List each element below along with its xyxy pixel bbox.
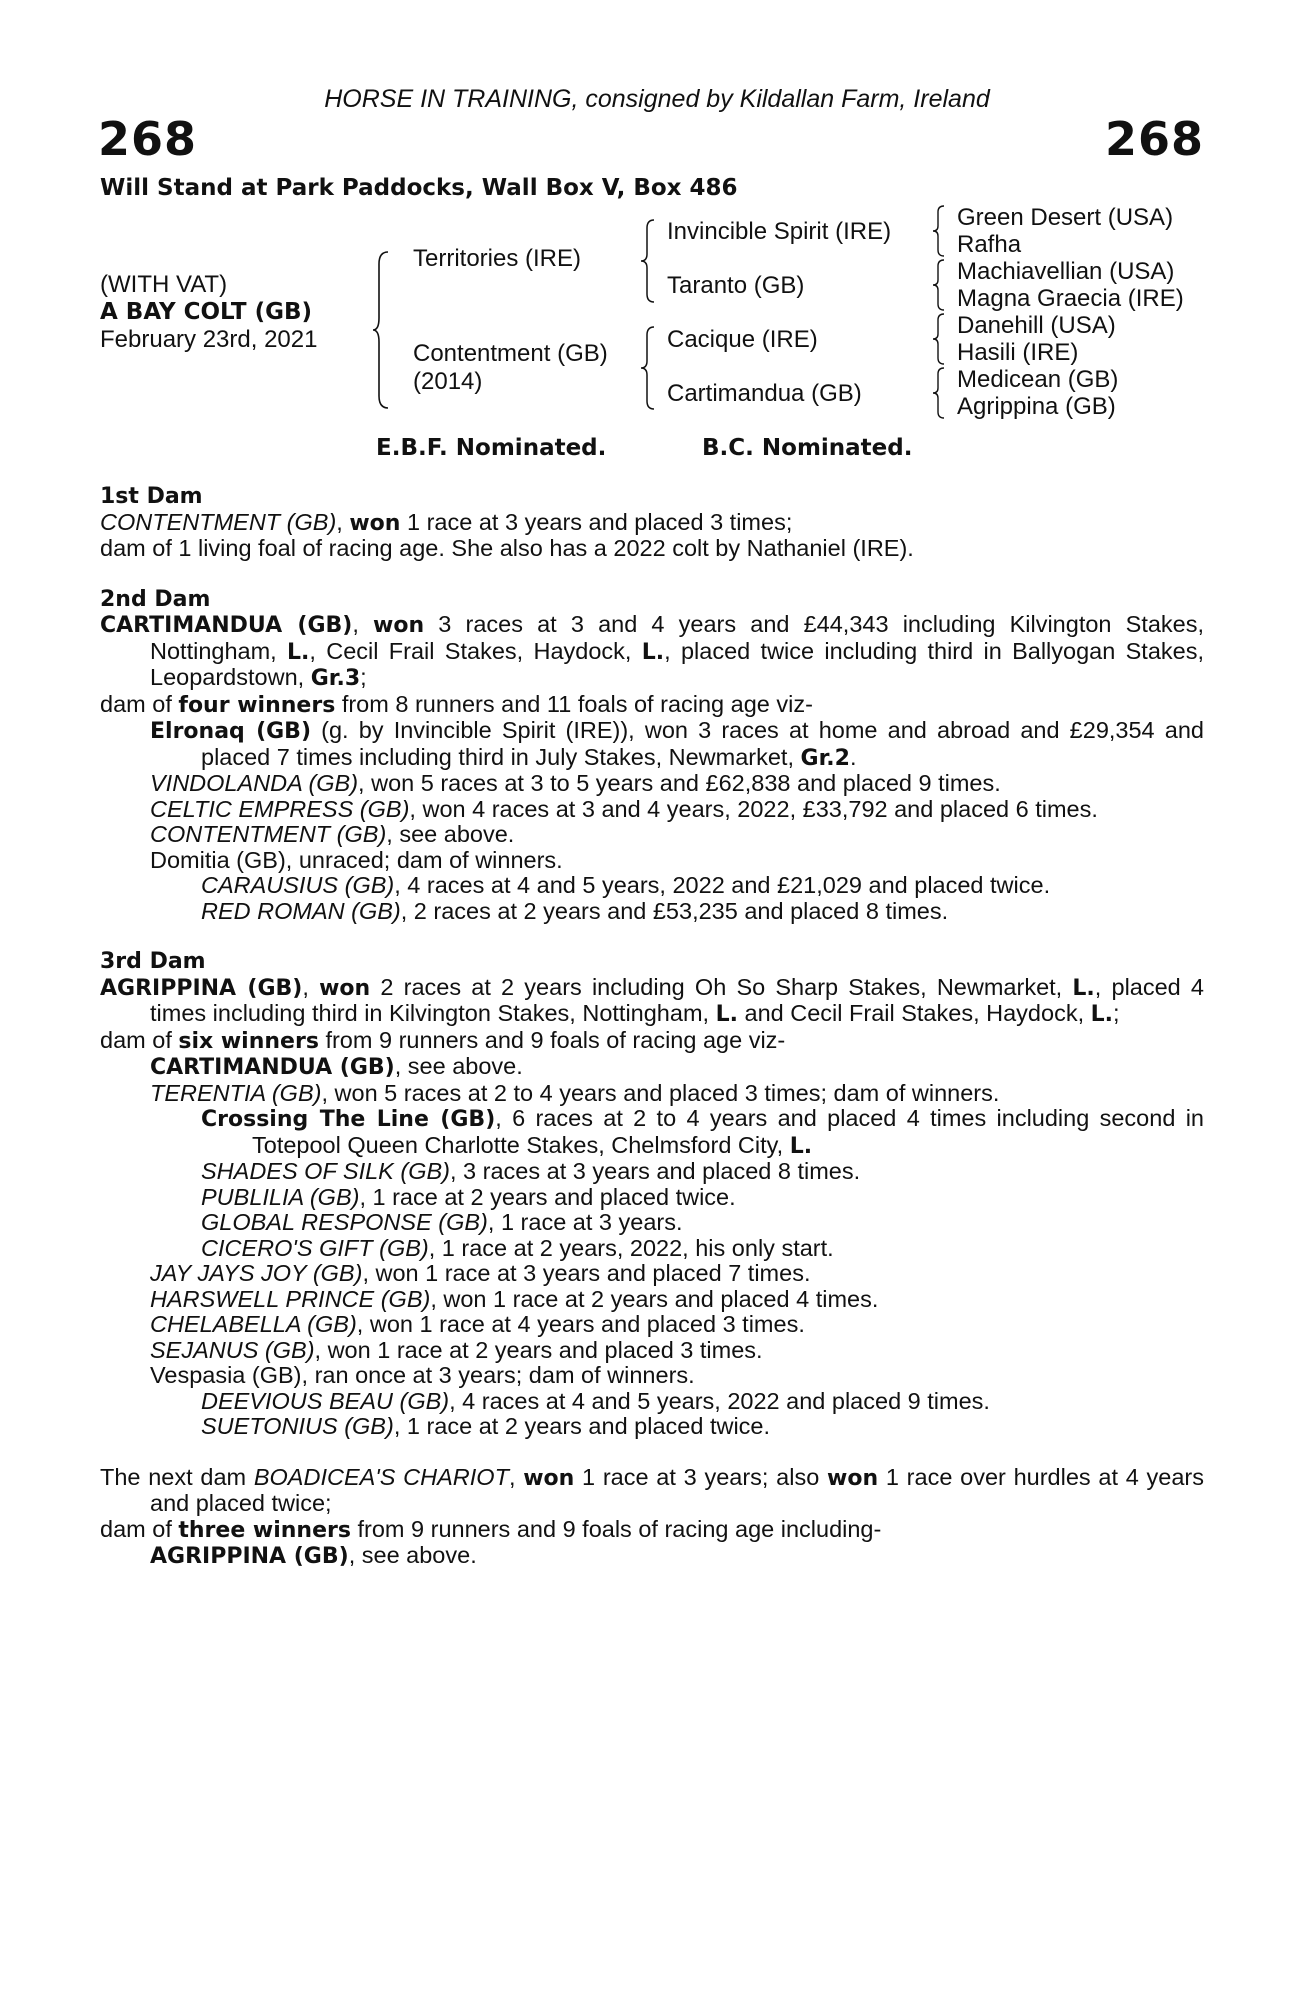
foaling-date: February 23rd, 2021 bbox=[100, 326, 318, 353]
horse-name: A BAY COLT (GB) bbox=[100, 299, 313, 325]
produce-entry bbox=[100, 822, 1204, 848]
horse-name: JAY JAYS JOY (GB) bbox=[150, 1260, 363, 1286]
produce-entry bbox=[100, 1106, 1204, 1159]
horse-name: RED ROMAN (GB) bbox=[201, 897, 401, 924]
record-text: , won 1 race at 4 years and placed 3 times. bbox=[356, 1311, 805, 1337]
won-label: won bbox=[349, 510, 401, 536]
lot-number-left: 268 bbox=[98, 112, 198, 166]
pedigree-brace-g3 bbox=[932, 312, 948, 366]
pedigree-dam-dam: Cartimandua (GB) bbox=[667, 380, 862, 407]
first-dam-record: CONTENTMENT (GB), won 1 race at 3 years and placed 3 times; bbox=[100, 508, 793, 536]
produce-entry bbox=[100, 1338, 1204, 1364]
record-text: 1 race at 3 years; also bbox=[574, 1463, 828, 1490]
record-text: , won 5 races at 2 to 4 years and placed 3 times; dam of winners. bbox=[321, 1079, 1000, 1106]
pedigree-sire-sire: Invincible Spirit (IRE) bbox=[667, 218, 892, 245]
record-text: , 1 race at 2 years and placed twice. bbox=[393, 1413, 771, 1439]
horse-name: Elronaq (GB) bbox=[150, 719, 312, 744]
second-dam-produce bbox=[100, 692, 1204, 719]
horse-name: VINDOLANDA (GB) bbox=[150, 770, 359, 796]
record-text: , won 1 race at 3 years and placed 7 times. bbox=[362, 1260, 811, 1286]
record-text: , won 5 races at 3 to 5 years and £62,838 and placed 9 times. bbox=[358, 770, 1001, 796]
pedigree-brace-sire bbox=[640, 218, 658, 304]
pedigree-g3-1: Green Desert (USA) bbox=[957, 204, 1174, 231]
produce-entry bbox=[100, 1185, 1204, 1211]
record-text: , see above. bbox=[348, 1542, 477, 1568]
produce-entry bbox=[100, 771, 1204, 797]
won-label: won bbox=[523, 1465, 575, 1491]
pedigree-dam-sire: Cacique (IRE) bbox=[667, 326, 818, 353]
produce-entry bbox=[100, 1159, 1204, 1185]
produce-text: from 8 runners and 11 foals of racing age viz- bbox=[335, 690, 813, 717]
horse-name: PUBLILIA (GB) bbox=[201, 1183, 360, 1210]
punctuation: . bbox=[849, 743, 857, 770]
record-text: , 2 races at 2 years and £53,235 and placed 8 times. bbox=[400, 897, 949, 924]
horse-name: CELTIC EMPRESS (GB) bbox=[150, 795, 410, 822]
record-text: 3 races at 3 and 4 years and £44,343 including Kilvington Stakes, Nottingham, bbox=[150, 611, 1205, 664]
listed-mark: L. bbox=[1072, 975, 1095, 1001]
pedigree-brace-g2 bbox=[932, 258, 948, 312]
bc-nomination: B.C. Nominated. bbox=[702, 435, 913, 461]
listed-mark: L. bbox=[287, 639, 310, 665]
punctuation: ; bbox=[360, 664, 367, 690]
record-text: , 6 races at 2 to 4 years and placed 4 times including second in Totepool Queen Charlotte Stakes, Chelmsford City, bbox=[252, 1105, 1204, 1158]
produce-text: from 9 runners and 9 foals of racing age viz- bbox=[318, 1026, 786, 1053]
produce-entry bbox=[100, 1236, 1204, 1262]
horse-name: Crossing The Line (GB) bbox=[201, 1107, 496, 1132]
pedigree-brace-g1 bbox=[932, 204, 948, 258]
listed-mark: L. bbox=[789, 1133, 813, 1159]
won-label: won bbox=[373, 613, 425, 638]
pedigree-brace-g4 bbox=[932, 366, 948, 420]
horse-name: DEEVIOUS BEAU (GB) bbox=[201, 1387, 450, 1414]
record-text: , won 4 races at 3 and 4 years, 2022, £33,792 and placed 6 times. bbox=[409, 795, 1098, 822]
listed-mark: L. bbox=[1090, 1002, 1114, 1027]
produce-text: dam of bbox=[100, 690, 179, 717]
horse-name: CARTIMANDUA (GB) bbox=[100, 613, 353, 638]
listed-mark: L. bbox=[641, 639, 665, 665]
record-text: , Cecil Frail Stakes, Haydock, bbox=[309, 637, 642, 664]
pedigree-dam-year: (2014) bbox=[413, 368, 483, 395]
next-dam-produce bbox=[100, 1517, 1204, 1544]
produce-entry bbox=[100, 1312, 1204, 1338]
horse-name: BOADICEA'S CHARIOT bbox=[253, 1463, 509, 1490]
produce-entry bbox=[100, 797, 1204, 823]
horse-name: AGRIPPINA (GB) bbox=[150, 1544, 349, 1569]
record-text: The next dam bbox=[100, 1463, 254, 1490]
produce-entry bbox=[100, 1261, 1204, 1287]
vat-note: (WITH VAT) bbox=[100, 271, 228, 298]
horse-name: HARSWELL PRINCE (GB) bbox=[150, 1285, 431, 1312]
punctuation: ; bbox=[1113, 1000, 1120, 1026]
record-text: , placed twice including third in Ballyogan Stakes, Leopardstown, bbox=[150, 637, 1204, 690]
record-text: , won 1 race at 2 years and placed 4 times. bbox=[430, 1285, 879, 1312]
produce-entry bbox=[100, 1543, 1204, 1570]
third-dam-produce bbox=[100, 1028, 1204, 1055]
next-dam-record bbox=[100, 1465, 1204, 1517]
pedigree-dam: Contentment (GB) bbox=[413, 340, 608, 367]
punctuation: , bbox=[508, 1463, 524, 1490]
record-text: , 4 races at 4 and 5 years, 2022 and £21,029 and placed twice. bbox=[394, 872, 1051, 898]
produce-entry bbox=[100, 1287, 1204, 1313]
won-label: won bbox=[827, 1465, 879, 1491]
record-text: , 1 race at 3 years. bbox=[487, 1209, 683, 1235]
produce-entry bbox=[100, 1081, 1204, 1107]
pedigree-g3-7: Medicean (GB) bbox=[957, 366, 1119, 393]
horse-name: TERENTIA (GB) bbox=[150, 1079, 322, 1106]
horse-name: GLOBAL RESPONSE (GB) bbox=[201, 1209, 488, 1235]
produce-entry bbox=[100, 718, 1204, 771]
horse-name: CONTENTMENT (GB) bbox=[100, 508, 337, 535]
horse-name: CARTIMANDUA (GB) bbox=[150, 1055, 395, 1080]
produce-entry bbox=[100, 873, 1204, 899]
winners-count: four winners bbox=[178, 692, 336, 718]
first-dam-heading: 1st Dam bbox=[100, 484, 203, 509]
record-text: , won 1 race at 2 years and placed 3 times. bbox=[314, 1336, 763, 1363]
record-text: , see above. bbox=[386, 821, 515, 847]
catalogue-body bbox=[100, 484, 1204, 1570]
horse-name: SEJANUS (GB) bbox=[150, 1336, 315, 1363]
record-text: , placed 4 times including third in Kilvington Stakes, Nottingham, bbox=[150, 973, 1205, 1026]
record-text: 1 race over hurdles at 4 years and placed twice; bbox=[150, 1463, 1204, 1516]
pedigree-g3-5: Danehill (USA) bbox=[957, 312, 1116, 339]
group-mark: Gr.3 bbox=[310, 666, 361, 691]
record-text: 2 races at 2 years including Oh So Sharp Stakes, Newmarket, bbox=[370, 973, 1073, 1000]
first-dam-produce: dam of 1 living foal of racing age. She also has a 2022 colt by Nathaniel (IRE). bbox=[100, 535, 914, 561]
produce-entry bbox=[100, 1054, 1204, 1081]
lot-number-right: 268 bbox=[1104, 112, 1204, 166]
record-text: , 1 race at 2 years, 2022, his only start. bbox=[428, 1234, 834, 1261]
pedigree-g3-2: Rafha bbox=[957, 231, 1022, 258]
second-dam-record: CARTIMANDUA (GB), won 3 races at 3 and 4 years and £44,343 including Kilvington Stakes, Nottingham, L., Cecil Frail Stakes, Haydock, L., placed twice including third in Ballyogan Stakes, Leopardstown, Gr.3; bbox=[100, 611, 1205, 691]
pedigree-brace-dam bbox=[640, 325, 658, 411]
record-text: , 3 races at 3 years and placed 8 times. bbox=[450, 1158, 861, 1184]
horse-name: SHADES OF SILK (GB) bbox=[201, 1158, 450, 1184]
pedigree-sire: Territories (IRE) bbox=[413, 245, 582, 272]
horse-name: CONTENTMENT (GB) bbox=[150, 821, 387, 847]
record-text: and Cecil Frail Stakes, Haydock, bbox=[737, 1000, 1091, 1026]
produce-entry bbox=[100, 1414, 1204, 1440]
record-text: (g. by Invincible Spirit (IRE)), won 3 races at home and abroad and £29,354 and placed 7 times including third in July Stakes, Newmarket, bbox=[201, 717, 1204, 770]
horse-name: SUETONIUS (GB) bbox=[201, 1413, 394, 1439]
produce-entry bbox=[100, 899, 1204, 925]
pedigree-brace-main bbox=[372, 250, 394, 410]
listed-mark: L. bbox=[715, 1002, 738, 1027]
winners-count: six winners bbox=[178, 1028, 319, 1054]
produce-text: dam of bbox=[100, 1026, 179, 1053]
produce-entry: Vespasia (GB), ran once at 3 years; dam of winners. bbox=[150, 1362, 695, 1388]
pedigree-g3-8: Agrippina (GB) bbox=[957, 393, 1116, 420]
horse-name: CHELABELLA (GB) bbox=[150, 1311, 357, 1337]
record-text: 1 race at 3 years and placed 3 times; bbox=[400, 508, 793, 535]
stand-location: Will Stand at Park Paddocks, Wall Box V, Box 486 bbox=[100, 175, 738, 201]
pedigree-g3-3: Machiavellian (USA) bbox=[957, 258, 1175, 285]
group-mark: Gr.2 bbox=[800, 745, 850, 771]
ebf-nomination: E.B.F. Nominated. bbox=[376, 435, 607, 461]
catalogue-header: HORSE IN TRAINING, consigned by Kildallan Farm, Ireland bbox=[324, 85, 990, 113]
produce-entry bbox=[100, 1210, 1204, 1236]
pedigree-sire-dam: Taranto (GB) bbox=[667, 272, 805, 299]
winners-count: three winners bbox=[178, 1517, 351, 1543]
pedigree-g3-4: Magna Graecia (IRE) bbox=[957, 285, 1184, 312]
produce-text: dam of bbox=[100, 1515, 179, 1542]
record-text: , see above. bbox=[394, 1053, 523, 1079]
horse-name: CICERO'S GIFT (GB) bbox=[201, 1234, 429, 1261]
record-text: , 4 races at 4 and 5 years, 2022 and placed 9 times. bbox=[449, 1387, 990, 1414]
horse-name: CARAUSIUS (GB) bbox=[201, 872, 395, 898]
horse-name: AGRIPPINA (GB) bbox=[100, 975, 303, 1001]
pedigree-g3-6: Hasili (IRE) bbox=[957, 339, 1079, 366]
second-dam-heading: 2nd Dam bbox=[100, 586, 211, 612]
third-dam-record: AGRIPPINA (GB), won 2 races at 2 years including Oh So Sharp Stakes, Newmarket, L., placed 4 times including third in Kilvington Stakes, Nottingham, L. and Cecil Frail Stakes, Haydock, L.; bbox=[100, 973, 1205, 1027]
produce-text: from 9 runners and 9 foals of racing age including- bbox=[350, 1515, 882, 1542]
produce-entry bbox=[100, 1389, 1204, 1415]
won-label: won bbox=[319, 975, 371, 1001]
record-text: , 1 race at 2 years and placed twice. bbox=[359, 1183, 736, 1210]
third-dam-heading: 3rd Dam bbox=[100, 949, 206, 974]
produce-entry: Domitia (GB), unraced; dam of winners. bbox=[150, 846, 563, 873]
